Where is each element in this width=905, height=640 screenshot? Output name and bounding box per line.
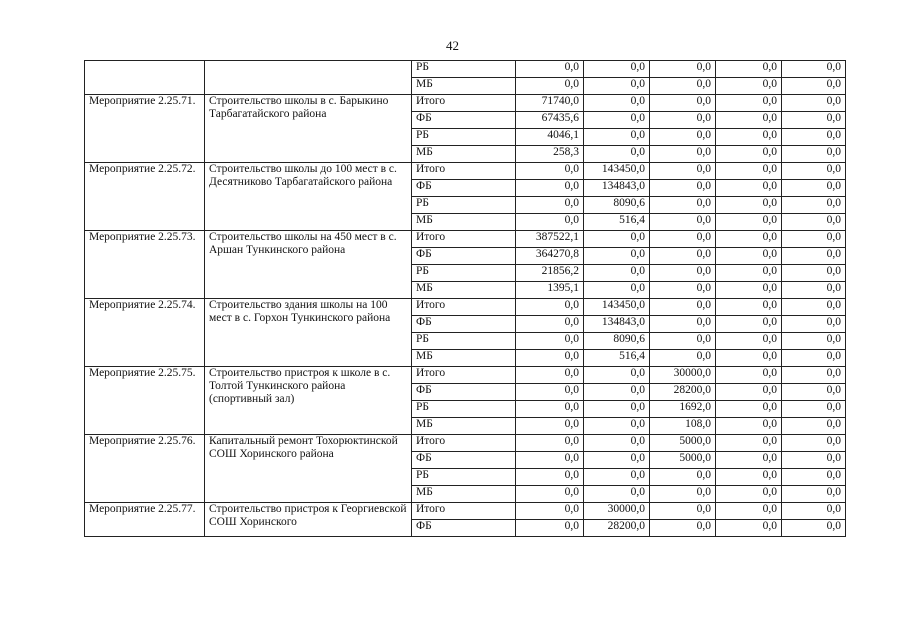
amount-cell: 0,0 bbox=[782, 299, 846, 316]
amount-cell: 0,0 bbox=[650, 112, 716, 129]
amount-cell: 0,0 bbox=[584, 401, 650, 418]
funding-source-cell: МБ bbox=[412, 214, 516, 231]
amount-cell: 0,0 bbox=[650, 248, 716, 265]
funding-source-cell: Итого bbox=[412, 231, 516, 248]
amount-cell: 0,0 bbox=[782, 163, 846, 180]
amount-cell: 0,0 bbox=[584, 248, 650, 265]
amount-cell: 0,0 bbox=[584, 78, 650, 95]
amount-cell: 0,0 bbox=[516, 452, 584, 469]
amount-cell: 0,0 bbox=[650, 265, 716, 282]
amount-cell: 0,0 bbox=[716, 367, 782, 384]
amount-cell: 0,0 bbox=[650, 214, 716, 231]
event-name-cell: Капитальный ремонт Тохорюктинской СОШ Хоринского района bbox=[205, 435, 412, 503]
funding-source-cell: РБ bbox=[412, 197, 516, 214]
amount-cell: 4046,1 bbox=[516, 129, 584, 146]
amount-cell: 258,3 bbox=[516, 146, 584, 163]
amount-cell: 0,0 bbox=[782, 350, 846, 367]
amount-cell: 0,0 bbox=[782, 95, 846, 112]
amount-cell: 0,0 bbox=[782, 469, 846, 486]
amount-cell: 134843,0 bbox=[584, 180, 650, 197]
amount-cell: 71740,0 bbox=[516, 95, 584, 112]
amount-cell: 387522,1 bbox=[516, 231, 584, 248]
amount-cell: 0,0 bbox=[650, 163, 716, 180]
amount-cell: 0,0 bbox=[716, 146, 782, 163]
amount-cell: 0,0 bbox=[782, 248, 846, 265]
event-id-cell: Мероприятие 2.25.73. bbox=[85, 231, 205, 299]
funding-source-cell: МБ bbox=[412, 418, 516, 435]
amount-cell: 0,0 bbox=[716, 333, 782, 350]
amount-cell: 0,0 bbox=[516, 197, 584, 214]
amount-cell: 0,0 bbox=[782, 452, 846, 469]
event-name-cell: Строительство здания школы на 100 мест в с. Горхон Тункинского района bbox=[205, 299, 412, 367]
amount-cell: 0,0 bbox=[782, 486, 846, 503]
event-id-cell: Мероприятие 2.25.72. bbox=[85, 163, 205, 231]
amount-cell: 0,0 bbox=[716, 231, 782, 248]
amount-cell: 0,0 bbox=[782, 231, 846, 248]
amount-cell: 0,0 bbox=[584, 435, 650, 452]
amount-cell: 0,0 bbox=[650, 180, 716, 197]
amount-cell: 0,0 bbox=[782, 520, 846, 537]
amount-cell: 0,0 bbox=[516, 316, 584, 333]
funding-source-cell: Итого bbox=[412, 367, 516, 384]
amount-cell: 0,0 bbox=[782, 180, 846, 197]
amount-cell: 0,0 bbox=[516, 401, 584, 418]
amount-cell: 0,0 bbox=[516, 520, 584, 537]
funding-source-cell: МБ bbox=[412, 350, 516, 367]
amount-cell: 0,0 bbox=[782, 367, 846, 384]
amount-cell: 0,0 bbox=[584, 452, 650, 469]
event-id-cell: Мероприятие 2.25.75. bbox=[85, 367, 205, 435]
amount-cell: 0,0 bbox=[584, 469, 650, 486]
funding-source-cell: РБ bbox=[412, 265, 516, 282]
amount-cell: 108,0 bbox=[650, 418, 716, 435]
amount-cell: 21856,2 bbox=[516, 265, 584, 282]
amount-cell: 0,0 bbox=[650, 146, 716, 163]
amount-cell: 0,0 bbox=[782, 333, 846, 350]
amount-cell: 0,0 bbox=[716, 520, 782, 537]
amount-cell: 0,0 bbox=[650, 78, 716, 95]
amount-cell: 30000,0 bbox=[584, 503, 650, 520]
amount-cell: 0,0 bbox=[584, 367, 650, 384]
event-name-cell bbox=[205, 61, 412, 95]
amount-cell: 0,0 bbox=[650, 350, 716, 367]
amount-cell: 0,0 bbox=[516, 469, 584, 486]
amount-cell: 0,0 bbox=[650, 197, 716, 214]
amount-cell: 0,0 bbox=[650, 520, 716, 537]
funding-source-cell: МБ bbox=[412, 486, 516, 503]
amount-cell: 0,0 bbox=[516, 163, 584, 180]
amount-cell: 0,0 bbox=[782, 78, 846, 95]
amount-cell: 0,0 bbox=[584, 384, 650, 401]
funding-source-cell: Итого bbox=[412, 503, 516, 520]
amount-cell: 134843,0 bbox=[584, 316, 650, 333]
amount-cell: 0,0 bbox=[782, 384, 846, 401]
event-name-cell: Строительство пристроя к школе в с. Толтой Тункинского района (спортивный зал) bbox=[205, 367, 412, 435]
table-row bbox=[85, 61, 846, 78]
amount-cell: 0,0 bbox=[782, 129, 846, 146]
amount-cell: 0,0 bbox=[716, 350, 782, 367]
funding-source-cell: РБ bbox=[412, 129, 516, 146]
amount-cell: 0,0 bbox=[650, 231, 716, 248]
amount-cell: 0,0 bbox=[516, 214, 584, 231]
amount-cell: 0,0 bbox=[716, 129, 782, 146]
amount-cell: 0,0 bbox=[584, 95, 650, 112]
table-row bbox=[85, 503, 846, 520]
funding-source-cell: ФБ bbox=[412, 248, 516, 265]
amount-cell: 0,0 bbox=[782, 265, 846, 282]
amount-cell: 516,4 bbox=[584, 214, 650, 231]
amount-cell: 0,0 bbox=[716, 112, 782, 129]
amount-cell: 0,0 bbox=[716, 486, 782, 503]
amount-cell: 0,0 bbox=[716, 163, 782, 180]
funding-source-cell: Итого bbox=[412, 163, 516, 180]
amount-cell: 0,0 bbox=[716, 418, 782, 435]
amount-cell: 0,0 bbox=[584, 265, 650, 282]
amount-cell: 0,0 bbox=[716, 469, 782, 486]
funding-source-cell: РБ bbox=[412, 333, 516, 350]
event-id-cell: Мероприятие 2.25.77. bbox=[85, 503, 205, 537]
funding-source-cell: Итого bbox=[412, 95, 516, 112]
amount-cell: 143450,0 bbox=[584, 299, 650, 316]
amount-cell: 0,0 bbox=[716, 384, 782, 401]
amount-cell: 0,0 bbox=[650, 333, 716, 350]
amount-cell: 0,0 bbox=[782, 61, 846, 78]
amount-cell: 0,0 bbox=[584, 146, 650, 163]
amount-cell: 0,0 bbox=[716, 61, 782, 78]
amount-cell: 0,0 bbox=[716, 95, 782, 112]
funding-source-cell: РБ bbox=[412, 401, 516, 418]
funding-source-cell: МБ bbox=[412, 146, 516, 163]
event-name-cell: Строительство школы в с. Барыкино Тарбагатайского района bbox=[205, 95, 412, 163]
amount-cell: 0,0 bbox=[716, 503, 782, 520]
amount-cell: 0,0 bbox=[716, 282, 782, 299]
amount-cell: 0,0 bbox=[716, 180, 782, 197]
amount-cell: 0,0 bbox=[516, 78, 584, 95]
table-row bbox=[85, 367, 846, 384]
event-id-cell: Мероприятие 2.25.76. bbox=[85, 435, 205, 503]
amount-cell: 0,0 bbox=[584, 486, 650, 503]
amount-cell: 0,0 bbox=[650, 61, 716, 78]
amount-cell: 0,0 bbox=[516, 384, 584, 401]
funding-source-cell: Итого bbox=[412, 435, 516, 452]
amount-cell: 0,0 bbox=[516, 418, 584, 435]
amount-cell: 0,0 bbox=[516, 299, 584, 316]
amount-cell: 0,0 bbox=[782, 503, 846, 520]
budget-table-body bbox=[85, 61, 846, 537]
amount-cell: 0,0 bbox=[650, 469, 716, 486]
funding-source-cell: ФБ bbox=[412, 384, 516, 401]
event-id-cell: Мероприятие 2.25.74. bbox=[85, 299, 205, 367]
amount-cell: 0,0 bbox=[516, 486, 584, 503]
amount-cell: 0,0 bbox=[650, 299, 716, 316]
amount-cell: 0,0 bbox=[650, 282, 716, 299]
amount-cell: 28200,0 bbox=[650, 384, 716, 401]
amount-cell: 8090,6 bbox=[584, 333, 650, 350]
amount-cell: 143450,0 bbox=[584, 163, 650, 180]
amount-cell: 0,0 bbox=[516, 350, 584, 367]
amount-cell: 0,0 bbox=[650, 95, 716, 112]
table-row bbox=[85, 299, 846, 316]
amount-cell: 30000,0 bbox=[650, 367, 716, 384]
amount-cell: 0,0 bbox=[782, 112, 846, 129]
amount-cell: 1395,1 bbox=[516, 282, 584, 299]
amount-cell: 5000,0 bbox=[650, 435, 716, 452]
amount-cell: 516,4 bbox=[584, 350, 650, 367]
amount-cell: 0,0 bbox=[650, 486, 716, 503]
event-name-cell: Строительство школы на 450 мест в с. Аршан Тункинского района bbox=[205, 231, 412, 299]
funding-source-cell: ФБ bbox=[412, 452, 516, 469]
amount-cell: 0,0 bbox=[716, 265, 782, 282]
budget-table bbox=[84, 60, 846, 537]
amount-cell: 5000,0 bbox=[650, 452, 716, 469]
amount-cell: 0,0 bbox=[782, 197, 846, 214]
amount-cell: 0,0 bbox=[650, 129, 716, 146]
amount-cell: 0,0 bbox=[782, 146, 846, 163]
amount-cell: 0,0 bbox=[516, 180, 584, 197]
page-number: 42 bbox=[446, 38, 459, 53]
amount-cell: 8090,6 bbox=[584, 197, 650, 214]
amount-cell: 0,0 bbox=[716, 435, 782, 452]
amount-cell: 0,0 bbox=[782, 214, 846, 231]
table-row bbox=[85, 231, 846, 248]
table-row bbox=[85, 163, 846, 180]
event-name-cell: Строительство школы до 100 мест в с. Десятниково Тарбагатайского района bbox=[205, 163, 412, 231]
amount-cell: 0,0 bbox=[584, 112, 650, 129]
funding-source-cell: Итого bbox=[412, 299, 516, 316]
amount-cell: 1692,0 bbox=[650, 401, 716, 418]
amount-cell: 0,0 bbox=[782, 435, 846, 452]
amount-cell: 0,0 bbox=[716, 248, 782, 265]
amount-cell: 0,0 bbox=[584, 282, 650, 299]
event-id-cell bbox=[85, 61, 205, 95]
amount-cell: 67435,6 bbox=[516, 112, 584, 129]
amount-cell: 0,0 bbox=[516, 61, 584, 78]
amount-cell: 0,0 bbox=[516, 367, 584, 384]
amount-cell: 0,0 bbox=[584, 231, 650, 248]
event-id-cell: Мероприятие 2.25.71. bbox=[85, 95, 205, 163]
event-name-cell: Строительство пристроя к Георгиевской СОШ Хоринского bbox=[205, 503, 412, 537]
funding-source-cell: РБ bbox=[412, 469, 516, 486]
amount-cell: 0,0 bbox=[716, 452, 782, 469]
amount-cell: 0,0 bbox=[716, 401, 782, 418]
amount-cell: 0,0 bbox=[782, 401, 846, 418]
amount-cell: 0,0 bbox=[716, 316, 782, 333]
amount-cell: 0,0 bbox=[584, 418, 650, 435]
amount-cell: 0,0 bbox=[782, 282, 846, 299]
funding-source-cell: ФБ bbox=[412, 520, 516, 537]
amount-cell: 0,0 bbox=[782, 316, 846, 333]
amount-cell: 364270,8 bbox=[516, 248, 584, 265]
amount-cell: 0,0 bbox=[650, 316, 716, 333]
amount-cell: 0,0 bbox=[584, 129, 650, 146]
amount-cell: 0,0 bbox=[650, 503, 716, 520]
table-row bbox=[85, 95, 846, 112]
amount-cell: 0,0 bbox=[716, 197, 782, 214]
funding-source-cell: МБ bbox=[412, 282, 516, 299]
funding-source-cell: ФБ bbox=[412, 316, 516, 333]
amount-cell: 0,0 bbox=[782, 418, 846, 435]
table-row bbox=[85, 435, 846, 452]
funding-source-cell: МБ bbox=[412, 78, 516, 95]
amount-cell: 0,0 bbox=[584, 61, 650, 78]
amount-cell: 0,0 bbox=[716, 78, 782, 95]
amount-cell: 0,0 bbox=[516, 435, 584, 452]
funding-source-cell: ФБ bbox=[412, 180, 516, 197]
amount-cell: 0,0 bbox=[716, 214, 782, 231]
amount-cell: 0,0 bbox=[716, 299, 782, 316]
amount-cell: 28200,0 bbox=[584, 520, 650, 537]
amount-cell: 0,0 bbox=[516, 503, 584, 520]
funding-source-cell: ФБ bbox=[412, 112, 516, 129]
funding-source-cell: РБ bbox=[412, 61, 516, 78]
amount-cell: 0,0 bbox=[516, 333, 584, 350]
